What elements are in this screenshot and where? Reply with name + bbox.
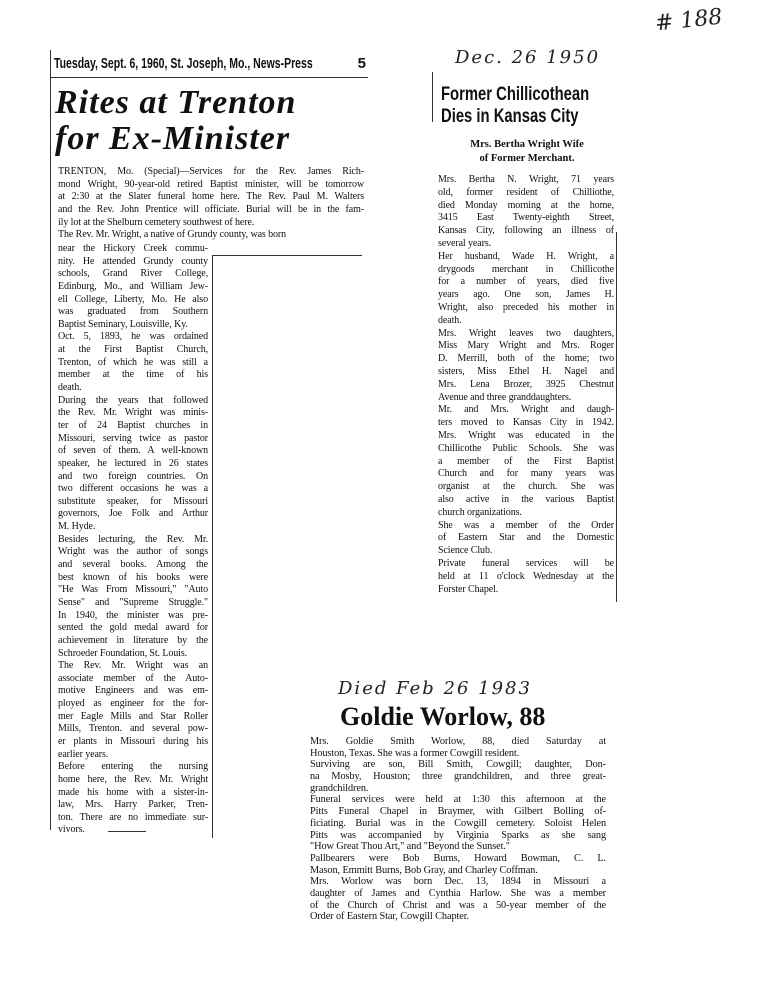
- article2-right-border: [616, 232, 617, 602]
- text-line: held at 11 o'clock Wednesday at the: [438, 570, 614, 582]
- text-line: Missouri, serving twice as pastor: [58, 432, 208, 444]
- text-line: Mrs. Worlow was born Dec. 13, 1894 in Missouri a: [310, 876, 606, 888]
- text-line: Mrs. Goldie Smith Worlow, 88, died Saturday at: [310, 736, 606, 747]
- text-line: home here, the Rev. Mr. Wright: [58, 773, 208, 785]
- text-line: several years.: [438, 237, 492, 249]
- page-number: 5: [357, 55, 366, 72]
- text-line: was graduated from Southern: [58, 306, 208, 318]
- text-line: nity. He attended Grundy county: [58, 255, 208, 267]
- text-line: best known of his books were: [58, 571, 208, 583]
- text-line: drygoods merchant in Chillicothe: [438, 263, 614, 275]
- text-line: also active in the various Baptist: [438, 493, 614, 505]
- text-line: 3415 East Twenty-eighth Street,: [438, 212, 614, 224]
- text-line: church organizations.: [438, 506, 522, 518]
- text-line: schools, Grand River College,: [58, 268, 208, 280]
- text-line: na Mosby, Houston; three grandchildren, and three great-: [310, 771, 606, 783]
- text-line: Forster Chapel.: [438, 583, 499, 595]
- text-line: "He Was From Missouri," "Auto: [58, 584, 208, 596]
- text-line: sisters, Miss Ethel H. Nagel and: [438, 365, 614, 377]
- dateline-rule: [50, 77, 368, 78]
- text-line: Mr. and Mrs. Wright and daugh-: [438, 404, 614, 416]
- text-line: er plants in Missouri during his: [58, 735, 208, 747]
- text-line: Chillicothe Public Schools. She was: [438, 442, 614, 454]
- dateline-text: Tuesday, Sept. 6, 1960, St. Joseph, Mo., News-Press: [54, 55, 313, 72]
- text-line: and several books. Among the: [58, 559, 208, 571]
- article2-left-border: [432, 72, 433, 122]
- text-line: Miss Mary Wright and Mrs. Roger: [438, 340, 614, 352]
- text-line: ter of 24 Baptist churches in: [58, 419, 208, 431]
- text-line: substitute speaker, for Missouri: [58, 495, 208, 507]
- text-line: Mrs. Lena Brozer, 3925 Chestnut: [438, 378, 614, 390]
- text-line: mond Wright, 90-year-old retired Baptist minister, will be tomorrow: [58, 178, 364, 190]
- text-line: of the Church of Christ and was a 50-year member of the: [310, 899, 606, 911]
- text-line: Before entering the nursing: [58, 761, 208, 773]
- text-line: for a number of years, died five: [438, 276, 614, 288]
- text-line: ell College, Liberty, Mo. He also: [58, 293, 208, 305]
- top-right-mark: # 188: [653, 4, 724, 37]
- text-line: member at the time of his: [58, 369, 208, 381]
- text-line: Mrs. Wright leaves two daughters,: [438, 327, 614, 339]
- article-goldie-worlow: [310, 700, 610, 930]
- article1-left-border: [50, 50, 51, 830]
- text-line: Edinburg, Mo., and William Jew-: [58, 280, 208, 292]
- text-line: vivors.: [58, 824, 85, 836]
- text-line: a member of the First Baptist: [438, 455, 614, 467]
- text-line: speaker, he lectured in 26 states: [58, 457, 208, 469]
- text-line: The Rev. Mr. Wright, a native of Grundy county, was born: [58, 229, 287, 241]
- text-line: made his home with a sister-in-: [58, 786, 208, 798]
- text-line: years ago. One son, James H.: [438, 289, 614, 301]
- text-line: and the Rev. John Prentice will officiate. Burial will be in the fam-: [58, 204, 364, 216]
- text-line: Wright was the author of songs: [58, 546, 208, 558]
- text-line: at the First Baptist Church,: [58, 344, 208, 356]
- text-line: Funeral services were held at 1:30 this afternoon at the: [310, 794, 606, 806]
- article1-column-right-rule: [212, 255, 213, 838]
- text-line: ficiating. Burial was in the Cowgill cemetery. Soloist Helen: [310, 817, 606, 829]
- text-line: law, Mrs. Harry Parker, Tren-: [58, 799, 208, 811]
- text-line: Sense" and "Supreme Struggle.": [58, 596, 208, 608]
- text-line: ily lot at the Shelburn cemetery southwest of here.: [58, 216, 255, 228]
- article1-column-top-rule: [212, 255, 362, 256]
- text-line: at 2:30 at the Slater funeral home here. The Rev. Paul M. Walters: [58, 191, 364, 203]
- text-line: death.: [438, 314, 462, 326]
- text-line: Order of Eastern Star, Cowgill Chapter.: [310, 911, 469, 923]
- text-line: Mrs. Bertha N. Wright, 71 years: [438, 174, 614, 185]
- text-line: earlier years.: [58, 748, 109, 760]
- article3-body: [310, 736, 606, 923]
- text-line: motive Engineers and was em-: [58, 685, 208, 697]
- text-line: Trenton, of which he was still a: [58, 356, 208, 368]
- text-line: Besides lecturing, the Rev. Mr.: [58, 533, 208, 545]
- text-line: Schroeder Foundation, St. Louis.: [58, 647, 188, 659]
- article1-lead-paragraph: [58, 166, 364, 242]
- text-line: Church and for many years was: [438, 468, 614, 480]
- text-line: In 1940, the minister was pre-: [58, 609, 208, 621]
- text-line: Pitts Funeral Chapel in Braymer, with Gilbert Bolling of-: [310, 806, 606, 818]
- article2-subhead-line1: Mrs. Bertha Wright Wife: [470, 139, 584, 150]
- article2-subhead-line2: of Former Merchant.: [479, 153, 575, 164]
- article1-dateline: [54, 55, 370, 75]
- text-line: the Rev. Mr. Wright was minis-: [58, 407, 208, 419]
- text-line: Mills, Trenton. and several pow-: [58, 723, 208, 735]
- text-line: ters moved to Kansas City in 1942.: [438, 417, 614, 429]
- text-line: near the Hickory Creek commu-: [58, 243, 208, 254]
- text-line: died Monday morning at the home,: [438, 199, 614, 211]
- text-line: M. Hyde.: [58, 521, 96, 533]
- article1-column: [58, 243, 208, 837]
- text-line: sented the gold medal award for: [58, 622, 208, 634]
- text-line: Science Club.: [438, 545, 493, 557]
- article3-headline: Goldie Worlow, 88: [340, 702, 546, 731]
- text-line: and two foreign countries. On: [58, 470, 208, 482]
- text-line: Surviving are son, Bill Smith, Cowgill; daughter, Don-: [310, 759, 606, 771]
- text-line: Avenue and three granddaughters.: [438, 391, 572, 403]
- text-line: Her husband, Wade H. Wright, a: [438, 250, 614, 262]
- text-line: Oct. 5, 1893, he was ordained: [58, 331, 208, 343]
- article1-headline-line2: for Ex-Minister: [55, 120, 291, 157]
- text-line: death.: [58, 382, 82, 394]
- text-line: ton. There are no immediate sur-: [58, 811, 208, 823]
- text-line: associate member of the Auto-: [58, 672, 208, 684]
- text-line: Mason, Emmitt Burns, Bob Gray, and Charley Coffman.: [310, 864, 538, 876]
- text-line: Kansas City, following an illness of: [438, 225, 614, 237]
- text-line: daughter of James and Cynthia Harlow. She was a member: [310, 887, 606, 899]
- text-line: ployed as engineer for the for-: [58, 698, 208, 710]
- date-1950-note: Dec. 26 1950: [455, 47, 601, 68]
- text-line: Mrs. Wright was educated in the: [438, 429, 614, 441]
- text-line: D. Merrill, both of the home; two: [438, 353, 614, 365]
- text-line: The Rev. Mr. Wright was an: [58, 660, 208, 672]
- text-line: of Eastern Star and the Domestic: [438, 532, 614, 544]
- text-line: "How Great Thou Art," and "Beyond the Sunset.": [310, 841, 510, 853]
- text-line: Houston, Texas. She was a former Cowgill resident.: [310, 747, 520, 759]
- text-line: old, former resident of Chilliothe,: [438, 186, 614, 198]
- text-line: Wright, also preceded his mother in: [438, 301, 614, 313]
- text-line: Pallbearers were Bob Burns, Howard Bowman, C. L.: [310, 852, 606, 864]
- died-note: Died Feb 26 1983: [338, 678, 532, 699]
- text-line: During the years that followed: [58, 394, 208, 406]
- text-line: mer Eagle Mills and Star Roller: [58, 710, 208, 722]
- text-line: Baptist Seminary, Louisville, Ky.: [58, 318, 188, 330]
- text-line: She was a member of the Order: [438, 519, 614, 531]
- text-line: TRENTON, Mo. (Special)—Services for the Rev. James Rich-: [58, 166, 364, 177]
- text-line: grandchildren.: [310, 782, 369, 794]
- text-line: governors, Joe Folk and Arthur: [58, 508, 208, 520]
- article1-end-rule: [108, 831, 146, 832]
- text-line: Pitts was accompanied by Virginia Sparks as she sang: [310, 829, 606, 841]
- article2-headline-line2: Dies in Kansas City: [441, 106, 579, 127]
- article2-headline-line1: Former Chillicothean: [441, 84, 590, 105]
- text-line: organist at the church. She was: [438, 481, 614, 493]
- text-line: of seven of them. A well-known: [58, 445, 208, 457]
- article2-column: [438, 174, 614, 596]
- article-former-chillicothean: [432, 72, 622, 602]
- article1-headline-line1: Rites at Trenton: [55, 84, 297, 121]
- text-line: achievement in literature by the: [58, 634, 208, 646]
- text-line: two different occasions he was a: [58, 483, 208, 495]
- text-line: Private funeral services will be: [438, 557, 614, 569]
